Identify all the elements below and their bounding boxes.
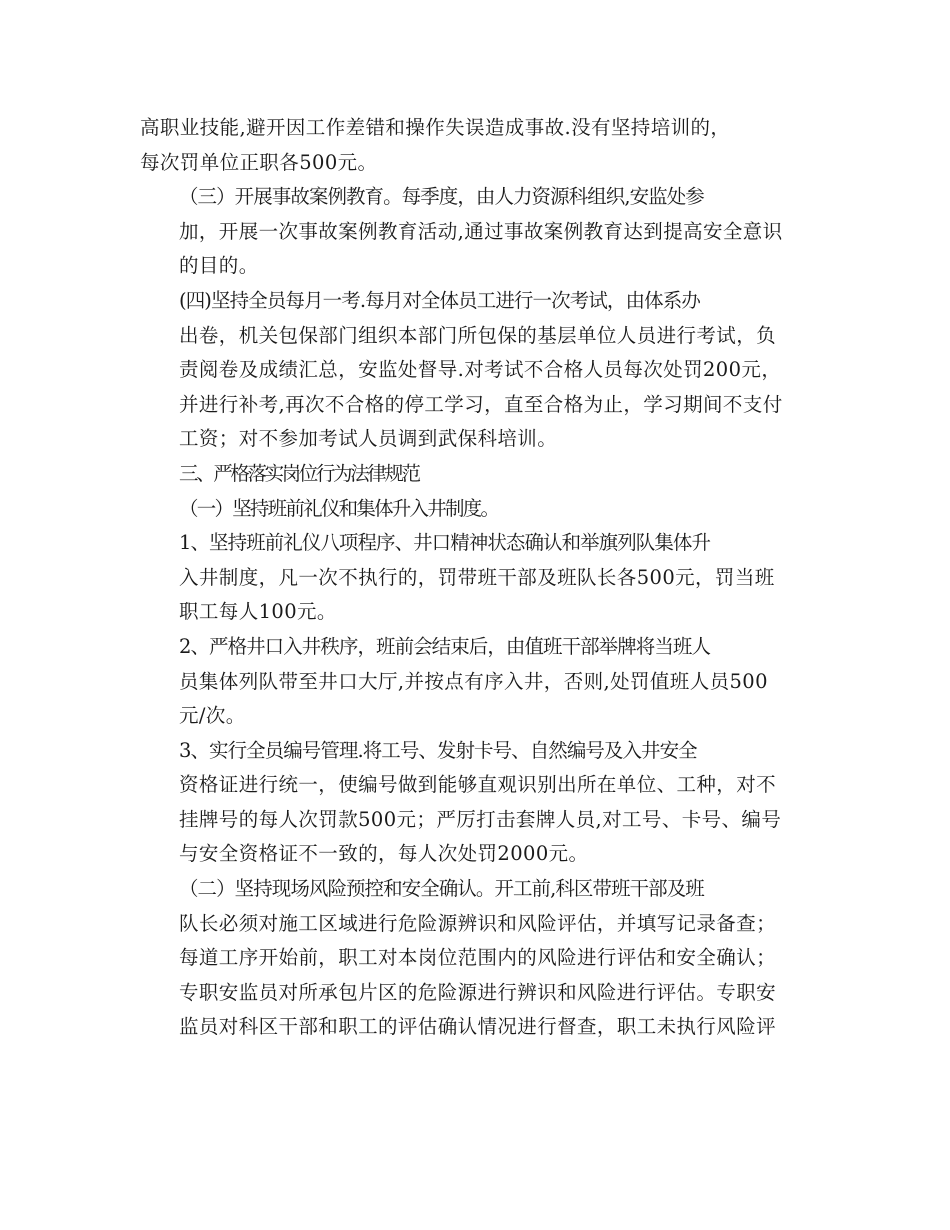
text-line: 资格证进行统一，使编号做到能够直观识别出所在单位、工种，对不 <box>179 773 777 797</box>
text-line: 工资；对不参加考试人员调到武保科培训。 <box>179 427 558 451</box>
text-line: 并进行补考,再次不合格的停工学习，直至合格为止，学习期间不支付 <box>179 392 783 416</box>
paragraph <box>140 180 810 284</box>
text-line: 监员对科区干部和职工的评估确认情况进行督查，职工未执行风险评 <box>179 1015 777 1039</box>
paragraph <box>140 492 810 527</box>
text-line: 的目的。 <box>179 254 259 278</box>
text-line: 三、严格落实岗位行为法律规范 <box>179 461 419 485</box>
text-line: 1、坚持班前礼仪八项程序、井口精神状态确认和举旗列队集体升 <box>179 531 711 555</box>
text-line: 高职业技能,避开因工作差错和操作失误造成事故.没有坚持培训的， <box>140 116 731 139</box>
text-line: 每次罚单位正职各500元。 <box>140 150 378 174</box>
text-line: 队长必须对施工区域进行危险源辨识和风险评估，并填写记录备查； <box>179 911 777 935</box>
paragraph <box>140 284 810 457</box>
text-line: 元/次。 <box>179 704 246 728</box>
text-line: 挂牌号的每人次罚款500元；严厉打击套牌人员,对工号、卡号、编号 <box>179 807 782 831</box>
text-line: 加，开展一次事故案例教育活动,通过事故案例教育达到提高安全意识 <box>179 219 783 243</box>
text-line: 专职安监员对所承包片区的危险源进行辨识和风险进行评估。专职安 <box>179 980 777 1004</box>
text-line: 职工每人100元。 <box>179 600 337 624</box>
paragraph <box>140 457 810 492</box>
paragraph <box>140 526 810 630</box>
text-line: 责阅卷及成绩汇总，安监处督导.对考试不合格人员每次处罚200元， <box>179 358 782 382</box>
paragraph <box>140 872 810 1045</box>
paragraph <box>140 734 810 872</box>
text-line: （一）坚持班前礼仪和集体升入井制度。 <box>179 496 499 520</box>
text-line: 每道工序开始前，职工对本岗位范围内的风险进行评估和安全确认； <box>179 946 777 970</box>
text-line: 入井制度，凡一次不执行的，罚带班干部及班队长各500元，罚当班 <box>179 565 775 589</box>
text-line: 与安全资格证不一致的，每人次处罚2000元。 <box>179 842 589 866</box>
document-body <box>140 111 810 1045</box>
text-line: （二）坚持现场风险预控和安全确认。开工前,科区带班干部及班 <box>179 877 704 901</box>
text-line: 员集体列队带至井口大厅,并按点有序入井，否则,处罚值班人员500 <box>179 669 768 693</box>
paragraph <box>140 630 810 734</box>
text-line: 出卷，机关包保部门组织本部门所包保的基层单位人员进行考试，负 <box>179 323 777 347</box>
text-line: 2、严格井口入井秩序，班前会结束后，由值班干部举牌将当班人 <box>179 634 711 658</box>
paragraph <box>140 111 810 180</box>
text-line: 3、实行全员编号管理.将工号、发射卡号、自然编号及入井安全 <box>179 738 697 762</box>
text-line: （三）开展事故案例教育。每季度，由人力资源科组织,安监处参 <box>179 185 704 209</box>
text-line: (四)坚持全员每月一考.每月对全体员工进行一次考试，由体系办 <box>179 288 700 312</box>
